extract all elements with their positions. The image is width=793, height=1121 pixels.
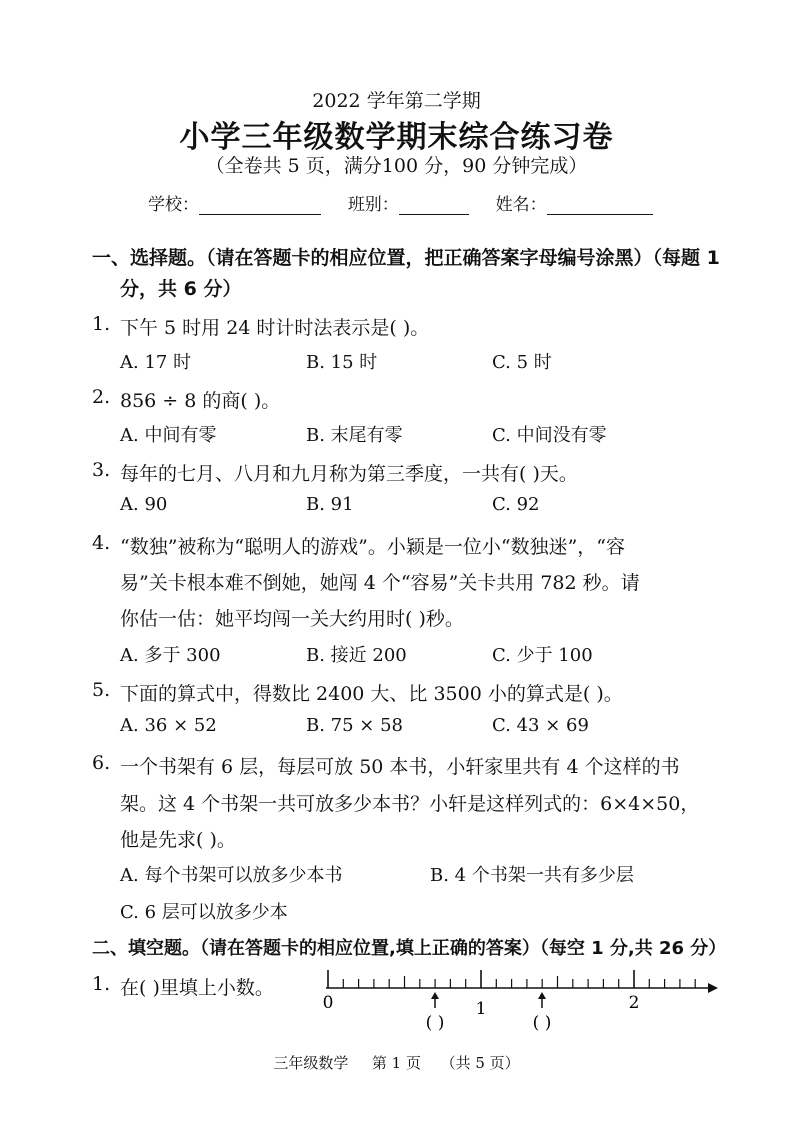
- question-number: 1.: [92, 313, 111, 335]
- question-number: 6.: [92, 752, 111, 774]
- question-text-cont: 你估一估：她平均闯一关大约用时( )秒。: [120, 608, 464, 630]
- question-number: 1.: [92, 973, 111, 995]
- option-c: C. 6 层可以放多少本: [120, 902, 288, 923]
- option-a: A. 36 × 52: [120, 715, 217, 736]
- footer-page: 第 1 页: [371, 1054, 421, 1072]
- option-c: C. 中间没有零: [492, 425, 607, 446]
- section1-heading: 一、选择题。（请在答题卡的相应位置，把正确答案字母编号涂黑）（每题 1: [92, 247, 720, 269]
- question-text-cont: 他是先求( )。: [120, 829, 236, 851]
- question-text-cont: 架。这 4 个书架一共可放多少本书？小轩是这样列式的：6×4×50，: [120, 793, 700, 815]
- page-footer: [0, 1052, 793, 1073]
- option-a: A. 90: [120, 494, 168, 515]
- question-number: 4.: [92, 532, 111, 554]
- option-c: C. 少于 100: [492, 645, 593, 666]
- number-line-label-2: 2: [628, 993, 640, 1013]
- option-c: C. 92: [492, 494, 540, 515]
- page-title: 小学三年级数学期末综合练习卷: [179, 120, 614, 155]
- exam-note: （全卷共 5 页，满分100 分，90 分钟完成）: [205, 155, 588, 177]
- question-text: 一个书架有 6 层，每层可放 50 本书，小轩家里共有 4 个这样的书: [120, 756, 680, 778]
- question-text: 下午 5 时用 24 时计时法表示是( )。: [120, 317, 430, 339]
- option-a: A. 17 时: [120, 352, 192, 373]
- option-b: B. 4 个书架一共有多少层: [430, 865, 634, 886]
- name-label: 姓名：: [495, 195, 547, 215]
- option-a: A. 多于 300: [120, 645, 221, 666]
- number-line: [318, 962, 718, 1042]
- answer-blank-2[interactable]: ( ): [532, 1013, 552, 1033]
- name-blank: [547, 196, 653, 215]
- question-number: 5.: [92, 679, 111, 701]
- option-a: A. 中间有零: [120, 425, 217, 446]
- option-b: B. 91: [306, 494, 354, 515]
- number-line-label-1: 1: [475, 999, 487, 1019]
- term-subtitle: 2022 学年第二学期: [312, 90, 481, 112]
- footer-total: （共 5 页）: [440, 1054, 520, 1072]
- up-arrow-icon: [431, 992, 439, 999]
- option-b: B. 末尾有零: [306, 425, 403, 446]
- option-b: B. 15 时: [306, 352, 378, 373]
- option-b: B. 接近 200: [306, 645, 407, 666]
- up-arrow-icon: [538, 992, 546, 999]
- number-line-ticks: [328, 970, 695, 988]
- number-line-arrowhead: [708, 983, 718, 993]
- class-blank: [399, 196, 469, 215]
- school-blank: [199, 196, 321, 215]
- student-info-row: [148, 190, 653, 215]
- answer-blank-1[interactable]: ( ): [425, 1013, 445, 1033]
- question-text-cont: 易”关卡根本难不倒她，她闯 4 个“容易”关卡共用 782 秒。请: [120, 572, 640, 594]
- school-label: 学校：: [148, 195, 199, 215]
- option-c: C. 43 × 69: [492, 715, 589, 736]
- number-line-label-0: 0: [322, 993, 334, 1013]
- section2-heading: 二、填空题。（请在答题卡的相应位置,填上正确的答案）（每空 1 分,共 26 分）: [92, 938, 727, 959]
- option-c: C. 5 时: [492, 352, 552, 373]
- class-label: 班别：: [347, 195, 399, 215]
- question-number: 3.: [92, 459, 111, 481]
- question-text: 在( )里填上小数。: [120, 977, 274, 999]
- question-text: “数独”被称为“聪明人的游戏”。小颖是一位小“数独迷”，“容: [120, 536, 625, 558]
- question-text: 下面的算式中，得数比 2400 大、比 3500 小的算式是( )。: [120, 683, 623, 705]
- question-text: 每年的七月、八月和九月称为第三季度，一共有( )天。: [120, 463, 578, 485]
- question-text: 856 ÷ 8 的商( )。: [120, 390, 281, 412]
- option-b: B. 75 × 58: [306, 715, 404, 736]
- option-a: A. 每个书架可以放多少本书: [120, 865, 343, 886]
- footer-subject: 三年级数学: [273, 1054, 349, 1072]
- question-number: 2.: [92, 386, 111, 408]
- section1-heading-cont: 分，共 6 分）: [120, 278, 242, 300]
